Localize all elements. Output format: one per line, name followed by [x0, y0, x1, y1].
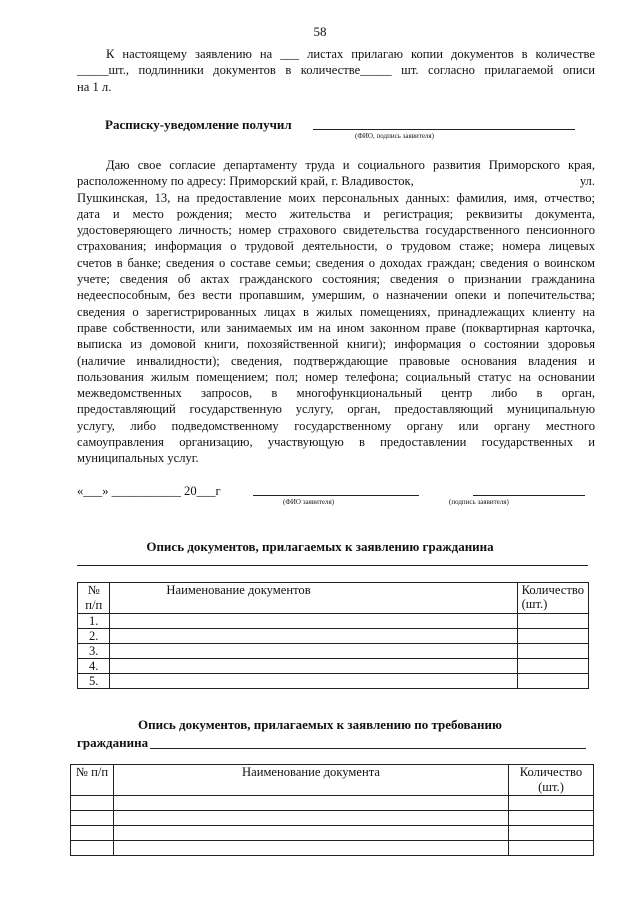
row-number: 5.	[78, 674, 110, 689]
row-name-cell[interactable]	[114, 811, 509, 826]
signature-date: «___» ___________ 20___г	[77, 484, 221, 498]
consent-line: муниципальных услуг.	[77, 451, 199, 466]
attachments-paragraph	[77, 46, 595, 95]
row-number: 1.	[78, 614, 110, 629]
col-quantity-header: Количество (шт.)	[509, 765, 594, 796]
consent-line: выписка из домовой книги, похозяйственной книги); информация о состоянии здоровья	[77, 337, 595, 352]
row-name-cell[interactable]	[110, 674, 517, 689]
row-number: 2.	[78, 629, 110, 644]
col-name-header: Наименование документа	[114, 765, 509, 796]
table-header-row	[71, 765, 594, 796]
row-name-cell[interactable]	[110, 659, 517, 674]
row-number	[71, 811, 114, 826]
consent-line: сведения о зарегистрированных лицах в жилых помещениях, принадлежащих клиенту на	[77, 304, 595, 319]
attachments-line-3: на 1 л.	[77, 79, 112, 94]
consent-line: счетов в банке; сведения о составе семьи; сведения о доходах граждан; сведения о воинском	[77, 255, 595, 270]
consent-street-suffix: ул.	[579, 174, 595, 189]
sign-caption: (подпись заявителя)	[449, 498, 509, 506]
row-name-cell[interactable]	[114, 826, 509, 841]
consent-paragraph	[77, 157, 595, 467]
table-row	[71, 811, 594, 826]
row-number	[71, 841, 114, 856]
row-name-cell[interactable]	[110, 614, 517, 629]
attachments-line-1: К настоящему заявлению на ___ листах прилагаю копии документов в количестве	[106, 47, 595, 61]
consent-line: недееспособным, без вести пропавшим, умершим, о назначении опеки и попечительства;	[77, 288, 595, 303]
consent-line: дата и место рождения; место жительства и регистрация; реквизиты документа,	[77, 206, 595, 221]
row-name-cell[interactable]	[110, 644, 517, 659]
row-quantity-cell[interactable]	[517, 644, 588, 659]
consent-line-text: расположенному по адресу: Приморский край, г. Владивосток,	[77, 174, 414, 189]
row-name-cell[interactable]	[110, 629, 517, 644]
row-name-cell[interactable]	[114, 796, 509, 811]
table-header-row	[78, 583, 589, 614]
table-row	[78, 644, 589, 659]
table-row	[78, 674, 589, 689]
row-number: 3.	[78, 644, 110, 659]
inventory2-underline	[150, 748, 586, 749]
consent-line: учете; сведения об актах гражданского состояния; сведения о признании гражданина	[77, 272, 595, 287]
col-number-header: № п/п	[78, 583, 110, 614]
consent-line: удостоверяющего личность; номер страхового свидетельства государственного пенсионного	[77, 223, 595, 238]
col-quantity-header: Количество (шт.)	[517, 583, 588, 614]
table-row	[71, 826, 594, 841]
consent-line: (наличие инвалидности); сведения, подтверждающие правовые основания владения и	[77, 353, 595, 368]
consent-line: услугу, либо подведомственному государственному органу или органу местного	[77, 418, 595, 433]
consent-line: Даю свое согласие департаменту труда и социального развития Приморского края,	[106, 158, 595, 172]
col-number-header: № п/п	[71, 765, 114, 796]
inventory2-title: Опись документов, прилагаемых к заявлению по требованию	[138, 717, 502, 732]
table-row	[71, 841, 594, 856]
table-row	[78, 614, 589, 629]
col-name-header: Наименование документов	[110, 583, 517, 614]
inventory2-table	[70, 764, 594, 856]
row-quantity-cell[interactable]	[509, 811, 594, 826]
table-row	[78, 629, 589, 644]
sign-signature-line	[473, 495, 585, 496]
consent-line: Пушкинская, 13, на предоставление моих персональных данных: фамилия, имя, отчество;	[77, 190, 595, 205]
table-row	[78, 659, 589, 674]
receipt-caption: (ФИО, подпись заявителя)	[355, 132, 434, 140]
page-number: 58	[313, 24, 327, 39]
attachments-line-2: _____шт., подлинники документов в количестве_____ шт. согласно прилагаемой описи	[77, 63, 595, 78]
table-row	[71, 796, 594, 811]
row-quantity-cell[interactable]	[517, 659, 588, 674]
row-quantity-cell[interactable]	[517, 629, 588, 644]
fio-caption: (ФИО заявителя)	[283, 498, 335, 506]
consent-line: межведомственных запросов, в многофункциональный центр либо в орган,	[77, 386, 595, 401]
row-number	[71, 796, 114, 811]
consent-line: праве собственности, или занимаемых им на ином законном праве (поквартирная карточка,	[77, 320, 595, 335]
consent-line: страхования; информация о трудовой деятельности, о трудовом стаже; номера лицевых	[77, 239, 595, 254]
row-name-cell[interactable]	[114, 841, 509, 856]
inventory1-table	[77, 582, 589, 689]
consent-line: предоставляющий государственную услугу, орган, предоставляющий муниципальную	[77, 402, 595, 417]
consent-line: самоуправления организацию, участвующую в предоставлении государственных и	[77, 435, 595, 450]
row-number	[71, 826, 114, 841]
fio-signature-line	[253, 495, 419, 496]
receipt-label: Расписку-уведомление получил	[105, 117, 292, 132]
row-quantity-cell[interactable]	[517, 674, 588, 689]
receipt-signature-line	[313, 129, 575, 130]
row-quantity-cell[interactable]	[509, 796, 594, 811]
consent-line: пользования жилым помещением; пол; номер телефона; социальный статус на основании	[77, 369, 595, 384]
row-quantity-cell[interactable]	[509, 841, 594, 856]
inventory1-title: Опись документов, прилагаемых к заявлению гражданина	[146, 539, 494, 554]
row-quantity-cell[interactable]	[517, 614, 588, 629]
inventory1-underline	[77, 565, 588, 566]
row-number: 4.	[78, 659, 110, 674]
consent-line	[77, 173, 595, 189]
row-quantity-cell[interactable]	[509, 826, 594, 841]
inventory2-title-line-2: гражданина	[77, 735, 149, 750]
